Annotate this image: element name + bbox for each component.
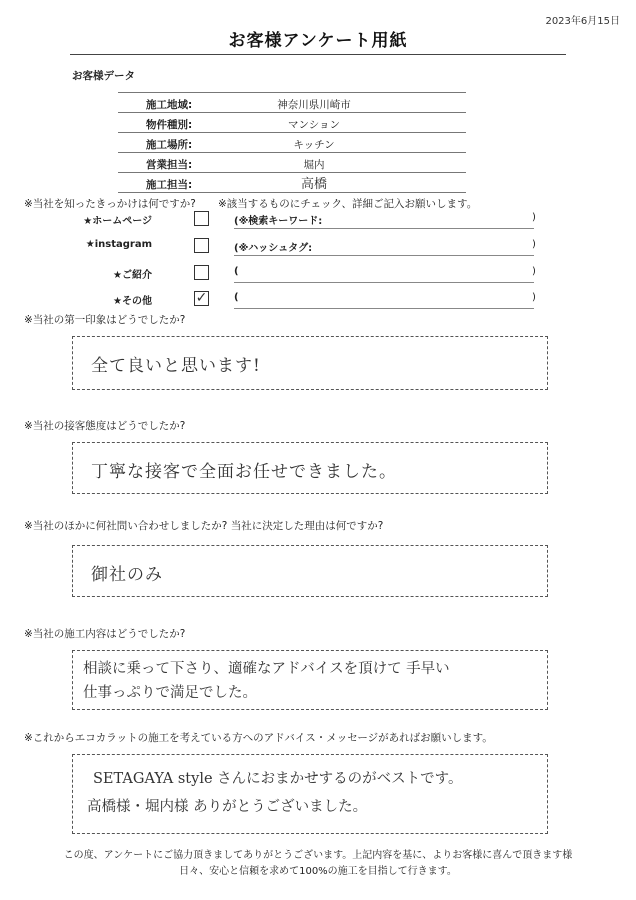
footer-message-line-2: 日々、安心と信頼を求めて100%の施工を目指して行きます。 xyxy=(179,866,457,877)
source-option-label: ★その他 xyxy=(113,296,152,307)
info-row-property-type xyxy=(118,113,466,133)
question-other-companies: ※当社のほかに何社問い合わせしましたか? 当社に決定した理由は何ですか? xyxy=(24,520,384,532)
info-value: マンション xyxy=(287,119,341,131)
answer-box-advice-message xyxy=(72,754,548,834)
survey-date: 2023年6月15日 xyxy=(545,16,620,27)
answer-construction-quality-line-1: 相談に乗って下さり、適確なアドバイスを頂けて 手早い xyxy=(83,661,450,677)
customer-data-heading: お客様データ xyxy=(72,70,135,82)
answer-box-other-companies xyxy=(72,545,548,597)
question-first-impression: ※当社の第一印象はどうでしたか? xyxy=(24,314,186,326)
checkbox-homepage[interactable] xyxy=(194,211,209,226)
info-label: 施工地域: xyxy=(146,99,193,111)
detail-close: ) xyxy=(532,292,536,303)
answer-customer-service: 丁寧な接客で全面お任せできました。 xyxy=(91,462,397,482)
info-value: キッチン xyxy=(293,139,335,151)
answer-box-construction-quality xyxy=(72,650,548,710)
page-title: お客様アンケート用紙 xyxy=(228,31,408,51)
detail-underline xyxy=(234,308,534,309)
source-option-label: ★ホームページ xyxy=(83,216,152,227)
source-detail-label: ( xyxy=(234,292,239,303)
detail-underline xyxy=(234,255,534,256)
answer-advice-message-line-2: 高橋様・堀内様 ありがとうございました。 xyxy=(87,799,368,815)
answer-box-customer-service xyxy=(72,442,548,494)
source-detail-label: ( xyxy=(234,266,239,277)
detail-underline xyxy=(234,282,534,283)
info-row-location xyxy=(118,133,466,153)
answer-other-companies: 御社のみ xyxy=(91,565,163,585)
source-detail-label: (※検索キーワード: xyxy=(234,216,323,227)
check-mark-icon: ✓ xyxy=(195,290,208,306)
source-detail-label: (※ハッシュタグ: xyxy=(234,243,313,254)
checkbox-instagram[interactable] xyxy=(194,238,209,253)
checkbox-referral[interactable] xyxy=(194,265,209,280)
info-value: 堀内 xyxy=(303,159,325,171)
question-advice-message: ※これからエコカラットの施工を考えている方へのアドバイス・メッセージがあればお願いします。 xyxy=(24,732,493,744)
source-question: ※当社を知ったきっかけは何ですか? xyxy=(24,198,196,210)
checkbox-other[interactable] xyxy=(194,291,209,306)
title-divider xyxy=(70,54,566,55)
footer-message-line-1: この度、アンケートにご協力頂きましてありがとうございます。上記内容を基に、よりお客様に喜んで頂きます様 xyxy=(63,850,573,861)
answer-advice-message-line-1: SETAGAYA style さんにおまかせするのがベストです。 xyxy=(93,771,463,787)
info-label: 施工担当: xyxy=(146,179,193,191)
info-value: 神奈川県川崎市 xyxy=(277,99,351,111)
info-row-area xyxy=(118,92,466,113)
answer-box-first-impression xyxy=(72,336,548,390)
info-label: 物件種別: xyxy=(146,119,193,131)
info-label: 営業担当: xyxy=(146,159,193,171)
question-customer-service: ※当社の接客態度はどうでしたか? xyxy=(24,420,186,432)
detail-underline xyxy=(234,228,534,229)
source-option-label: ★ご紹介 xyxy=(113,270,152,281)
source-option-label: ★instagram xyxy=(85,239,152,250)
info-label: 施工場所: xyxy=(146,139,193,151)
source-instruction: ※該当するものにチェック、詳細ご記入お願いします。 xyxy=(218,198,478,210)
detail-close: ) xyxy=(532,266,536,277)
question-construction-quality: ※当社の施工内容はどうでしたか? xyxy=(24,628,186,640)
answer-first-impression: 全て良いと思います! xyxy=(91,356,261,376)
detail-close: ) xyxy=(532,239,536,250)
answer-construction-quality-line-2: 仕事っぷりで満足でした。 xyxy=(83,685,257,701)
customer-data-table xyxy=(118,92,466,193)
info-row-sales-rep xyxy=(118,153,466,173)
info-row-construction-rep xyxy=(118,173,466,193)
info-value-handwritten: 高橋 xyxy=(300,177,327,192)
detail-close: ) xyxy=(532,212,536,223)
